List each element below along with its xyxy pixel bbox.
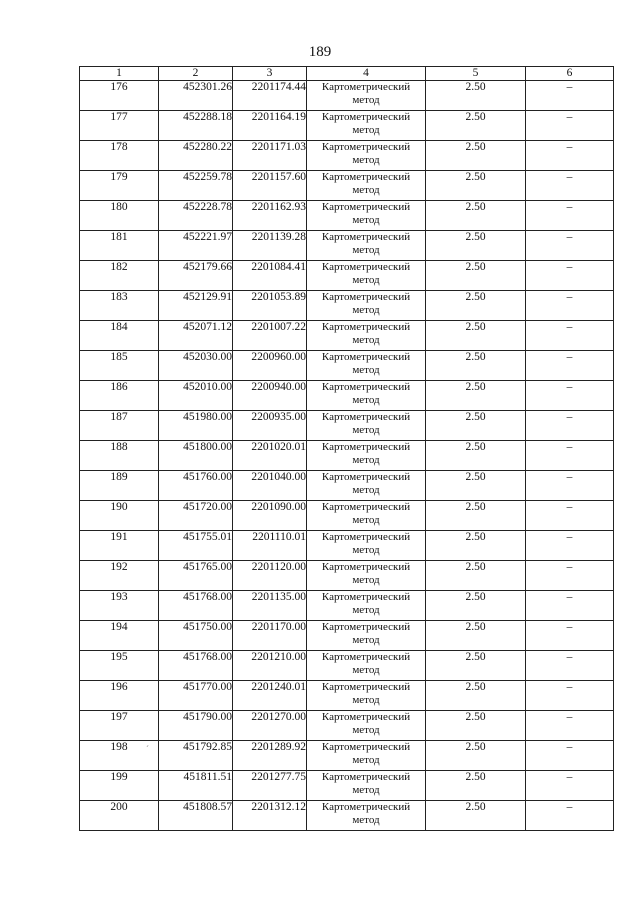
note-cell: – [526,141,614,171]
y-coordinate-cell: 2201090.00 [233,501,307,531]
point-number-cell: 186 [80,381,159,411]
x-coordinate-cell: 451750.00 [159,621,233,651]
method-cell [307,411,426,441]
method-line-1: Картометрический [321,681,411,693]
method-line-1: Картометрический [321,411,411,423]
method-line-1: Картометрический [321,621,411,633]
method-line-2: метод [352,514,380,526]
error-cell: 2.50 [426,261,526,291]
point-number-cell: 192 [80,561,159,591]
page-number: 189 [308,44,332,60]
method-line-2: метод [352,664,380,676]
error-cell: 2.50 [426,171,526,201]
table-row [80,321,614,351]
point-number-cell: 183 [80,291,159,321]
error-cell: 2.50 [426,351,526,381]
method-line-2: метод [352,394,380,406]
error-cell: 2.50 [426,111,526,141]
table-row [80,621,614,651]
y-coordinate-cell: 2201110.01 [233,531,307,561]
point-number-cell: 178 [80,141,159,171]
x-coordinate-cell: 451768.00 [159,651,233,681]
note-cell: – [526,351,614,381]
table-row [80,291,614,321]
method-line-2: метод [352,784,380,796]
table-row [80,381,614,411]
point-number-cell: 191 [80,531,159,561]
column-header: 1 [80,67,159,81]
note-cell: – [526,771,614,801]
y-coordinate-cell: 2201020.01 [233,441,307,471]
x-coordinate-cell: 451755.01 [159,531,233,561]
note-cell: – [526,291,614,321]
note-cell: – [526,231,614,261]
note-cell: – [526,81,614,111]
error-cell: 2.50 [426,741,526,771]
note-cell: – [526,591,614,621]
method-cell [307,351,426,381]
point-number-cell: 182 [80,261,159,291]
method-line-1: Картометрический [321,651,411,663]
method-cell [307,291,426,321]
method-cell [307,561,426,591]
method-line-1: Картометрический [321,711,411,723]
y-coordinate-cell: 2201210.00 [233,651,307,681]
scan-mark: ´ [146,744,149,754]
error-cell: 2.50 [426,651,526,681]
method-line-1: Картометрический [321,501,411,513]
method-line-1: Картометрический [321,471,411,483]
point-number-cell: 185 [80,351,159,381]
table-row [80,351,614,381]
method-line-2: метод [352,304,380,316]
error-cell: 2.50 [426,471,526,501]
table-row [80,261,614,291]
point-number-cell: 179 [80,171,159,201]
method-cell [307,531,426,561]
x-coordinate-cell: 451980.00 [159,411,233,441]
method-line-1: Картометрический [321,141,411,153]
method-line-1: Картометрический [321,741,411,753]
x-coordinate-cell: 451811.51 [159,771,233,801]
note-cell: – [526,201,614,231]
error-cell: 2.50 [426,531,526,561]
point-number-cell: 193 [80,591,159,621]
x-coordinate-cell: 451760.00 [159,471,233,501]
note-cell: – [526,681,614,711]
table-row [80,471,614,501]
note-cell: – [526,501,614,531]
x-coordinate-cell: 452280.22 [159,141,233,171]
x-coordinate-cell: 451790.00 [159,711,233,741]
table-row [80,231,614,261]
method-line-2: метод [352,574,380,586]
y-coordinate-cell: 2201270.00 [233,711,307,741]
table-row [80,651,614,681]
y-coordinate-cell: 2201162.93 [233,201,307,231]
y-coordinate-cell: 2201312.12 [233,801,307,831]
table-row [80,771,614,801]
table-row [80,171,614,201]
table-row [80,741,614,771]
method-line-1: Картометрический [321,591,411,603]
error-cell: 2.50 [426,711,526,741]
point-number-cell: 176 [80,81,159,111]
x-coordinate-cell: 452259.78 [159,171,233,201]
y-coordinate-cell: 2201139.28 [233,231,307,261]
column-header: 5 [426,67,526,81]
point-number-cell: 195 [80,651,159,681]
method-line-2: метод [352,364,380,376]
note-cell: – [526,381,614,411]
point-number-cell: 190 [80,501,159,531]
error-cell: 2.50 [426,681,526,711]
x-coordinate-cell: 451720.00 [159,501,233,531]
method-cell [307,231,426,261]
method-cell [307,651,426,681]
method-line-1: Картометрический [321,351,411,363]
x-coordinate-cell: 451808.57 [159,801,233,831]
x-coordinate-cell: 451765.00 [159,561,233,591]
method-cell [307,111,426,141]
method-line-2: метод [352,604,380,616]
error-cell: 2.50 [426,291,526,321]
table-row [80,441,614,471]
method-line-2: метод [352,274,380,286]
y-coordinate-cell: 2200935.00 [233,411,307,441]
method-line-2: метод [352,544,380,556]
method-cell [307,621,426,651]
coordinates-table [79,66,614,831]
x-coordinate-cell: 451770.00 [159,681,233,711]
y-coordinate-cell: 2201120.00 [233,561,307,591]
note-cell: – [526,411,614,441]
method-cell [307,591,426,621]
point-number-cell: 194 [80,621,159,651]
x-coordinate-cell: 452228.78 [159,201,233,231]
x-coordinate-cell: 452129.91 [159,291,233,321]
x-coordinate-cell: 452221.97 [159,231,233,261]
method-cell [307,171,426,201]
method-line-1: Картометрический [321,81,411,93]
y-coordinate-cell: 2201157.60 [233,171,307,201]
method-line-2: метод [352,754,380,766]
method-cell [307,741,426,771]
method-cell [307,141,426,171]
point-number-cell: 177 [80,111,159,141]
x-coordinate-cell: 452030.00 [159,351,233,381]
method-line-1: Картометрический [321,531,411,543]
table-row [80,681,614,711]
table-row [80,201,614,231]
table-row [80,111,614,141]
error-cell: 2.50 [426,621,526,651]
note-cell: – [526,441,614,471]
point-number-cell: 184 [80,321,159,351]
y-coordinate-cell: 2200960.00 [233,351,307,381]
table-row [80,411,614,441]
method-cell [307,681,426,711]
method-line-2: метод [352,484,380,496]
method-line-1: Картометрический [321,561,411,573]
method-cell [307,321,426,351]
method-cell [307,771,426,801]
method-line-2: метод [352,184,380,196]
note-cell: – [526,471,614,501]
point-number-cell: 187 [80,411,159,441]
method-cell [307,801,426,831]
column-header: 6 [526,67,614,81]
x-coordinate-cell: 452179.66 [159,261,233,291]
column-header: 4 [307,67,426,81]
method-line-1: Картометрический [321,381,411,393]
method-line-1: Картометрический [321,771,411,783]
method-line-2: метод [352,694,380,706]
x-coordinate-cell: 451768.00 [159,591,233,621]
y-coordinate-cell: 2201084.41 [233,261,307,291]
method-line-2: метод [352,154,380,166]
error-cell: 2.50 [426,81,526,111]
y-coordinate-cell: 2201174.44 [233,81,307,111]
x-coordinate-cell: 452288.18 [159,111,233,141]
error-cell: 2.50 [426,501,526,531]
point-number-cell: 197 [80,711,159,741]
method-cell [307,441,426,471]
error-cell: 2.50 [426,561,526,591]
method-line-2: метод [352,424,380,436]
method-line-2: метод [352,454,380,466]
method-cell [307,201,426,231]
error-cell: 2.50 [426,441,526,471]
table-header-row [80,67,614,81]
y-coordinate-cell: 2201007.22 [233,321,307,351]
table-row [80,531,614,561]
y-coordinate-cell: 2201289.92 [233,741,307,771]
note-cell: – [526,111,614,141]
method-cell [307,381,426,411]
table-row [80,591,614,621]
error-cell: 2.50 [426,321,526,351]
method-cell [307,81,426,111]
method-line-1: Картометрический [321,201,411,213]
x-coordinate-cell: 452010.00 [159,381,233,411]
note-cell: – [526,261,614,291]
method-line-2: метод [352,244,380,256]
error-cell: 2.50 [426,201,526,231]
note-cell: – [526,531,614,561]
table-row [80,711,614,741]
method-line-1: Картометрический [321,321,411,333]
error-cell: 2.50 [426,771,526,801]
method-line-2: метод [352,634,380,646]
point-number-cell: 188 [80,441,159,471]
y-coordinate-cell: 2201171.03 [233,141,307,171]
method-line-2: метод [352,94,380,106]
point-number-cell: 180 [80,201,159,231]
method-cell [307,501,426,531]
y-coordinate-cell: 2200940.00 [233,381,307,411]
note-cell: – [526,801,614,831]
column-header: 2 [159,67,233,81]
error-cell: 2.50 [426,591,526,621]
point-number-cell: 199 [80,771,159,801]
table-row [80,801,614,831]
table-row [80,81,614,111]
table-body [80,81,614,831]
error-cell: 2.50 [426,381,526,411]
method-line-1: Картометрический [321,111,411,123]
note-cell: – [526,711,614,741]
note-cell: – [526,321,614,351]
error-cell: 2.50 [426,231,526,261]
method-line-2: метод [352,814,380,826]
method-cell [307,261,426,291]
y-coordinate-cell: 2201135.00 [233,591,307,621]
table-row [80,501,614,531]
x-coordinate-cell: 452071.12 [159,321,233,351]
x-coordinate-cell: 451800.00 [159,441,233,471]
error-cell: 2.50 [426,801,526,831]
y-coordinate-cell: 2201164.19 [233,111,307,141]
y-coordinate-cell: 2201170.00 [233,621,307,651]
note-cell: – [526,741,614,771]
point-number-cell: 181 [80,231,159,261]
method-line-1: Картометрический [321,801,411,813]
point-number-cell: 198 [80,741,159,771]
y-coordinate-cell: 2201053.89 [233,291,307,321]
method-line-1: Картометрический [321,291,411,303]
method-line-1: Картометрический [321,261,411,273]
y-coordinate-cell: 2201040.00 [233,471,307,501]
method-cell [307,711,426,741]
y-coordinate-cell: 2201277.75 [233,771,307,801]
error-cell: 2.50 [426,141,526,171]
note-cell: – [526,561,614,591]
method-line-1: Картометрический [321,171,411,183]
table-row [80,141,614,171]
error-cell: 2.50 [426,411,526,441]
note-cell: – [526,171,614,201]
table-row [80,561,614,591]
column-header: 3 [233,67,307,81]
method-line-1: Картометрический [321,441,411,453]
method-line-1: Картометрический [321,231,411,243]
method-line-2: метод [352,724,380,736]
method-line-2: метод [352,334,380,346]
x-coordinate-cell: 452301.26 [159,81,233,111]
point-number-cell: 189 [80,471,159,501]
note-cell: – [526,621,614,651]
method-line-2: метод [352,214,380,226]
method-cell [307,471,426,501]
point-number-cell: 196 [80,681,159,711]
point-number-cell: 200 [80,801,159,831]
method-line-2: метод [352,124,380,136]
x-coordinate-cell: 451792.85 [159,741,233,771]
y-coordinate-cell: 2201240.01 [233,681,307,711]
note-cell: – [526,651,614,681]
